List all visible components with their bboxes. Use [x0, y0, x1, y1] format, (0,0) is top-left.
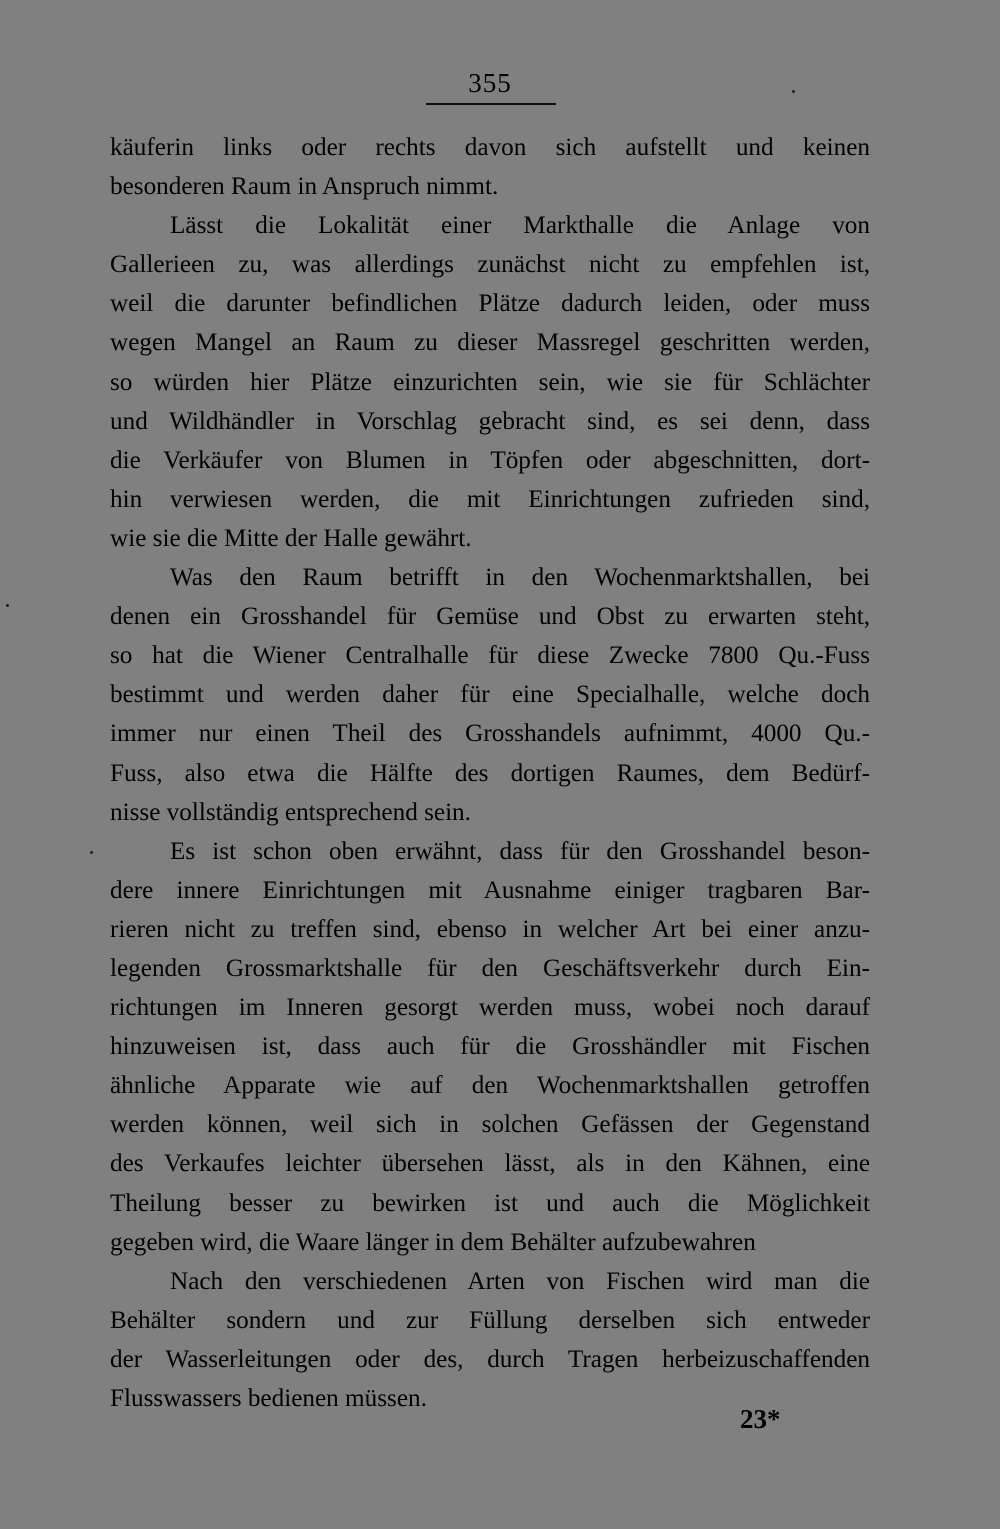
text-line: Behälter sondern und zur Füllung derselben sich entweder: [110, 1306, 870, 1334]
text-line: ähnliche Apparate wie auf den Wochenmarktshallen getroffen: [110, 1072, 870, 1100]
text-line: und Wildhändler in Vorschlag gebracht sind, es sei denn, dass: [110, 407, 870, 435]
text-line: so würden hier Plätze einzurichten sein, wie sie für Schlächter: [110, 368, 870, 396]
text-line: immer nur einen Theil des Grosshandels aufnimmt, 4000 Qu.-: [110, 720, 870, 748]
text-line: weil die darunter befindlichen Plätze dadurch leiden, oder muss: [110, 290, 870, 318]
body-text: [110, 128, 870, 1418]
text-line: bestimmt und werden daher für eine Specialhalle, welche doch: [110, 681, 870, 709]
text-line: der Wasserleitungen oder des, durch Tragen herbeizuschaffenden: [110, 1345, 870, 1373]
text-line: besonderen Raum in Anspruch nimmt.: [110, 173, 499, 201]
text-line: hinzuweisen ist, dass auch für die Grosshändler mit Fischen: [110, 1033, 870, 1061]
text-line: hin verwiesen werden, die mit Einrichtungen zufrieden sind,: [110, 485, 870, 513]
text-line: Flusswassers bedienen müssen.: [110, 1385, 427, 1412]
header-rule: [426, 103, 556, 105]
text-line: Lässt die Lokalität einer Markthalle die Anlage von: [170, 212, 870, 240]
text-line: Fuss, also etwa die Hälfte des dortigen Raumes, dem Bedürf-: [110, 759, 870, 787]
text-line: Theilung besser zu bewirken ist und auch die Möglichkeit: [110, 1189, 870, 1217]
text-line: die Verkäufer von Blumen in Töpfen oder abgeschnitten, dort-: [110, 446, 870, 474]
text-line: des Verkaufes leichter übersehen lässt, als in den Kähnen, eine: [110, 1150, 870, 1178]
scan-speck: [792, 90, 795, 93]
text-line: so hat die Wiener Centralhalle für diese Zwecke 7800 Qu.-Fuss: [110, 642, 870, 670]
text-line: käuferin links oder rechts davon sich aufstellt und keinen: [110, 134, 870, 161]
text-line: Gallerieen zu, was allerdings zunächst nicht zu empfehlen ist,: [110, 251, 870, 279]
text-line: Nach den verschiedenen Arten von Fischen wird man die: [170, 1267, 870, 1295]
text-line: rieren nicht zu treffen sind, ebenso in welcher Art bei einer anzu-: [110, 915, 870, 943]
text-line: richtungen im Inneren gesorgt werden muss, wobei noch darauf: [110, 994, 870, 1022]
text-line: wegen Mangel an Raum zu dieser Massregel geschritten werden,: [110, 329, 870, 357]
text-line: Was den Raum betrifft in den Wochenmarktshallen, bei: [170, 564, 870, 592]
text-line: Es ist schon oben erwähnt, dass für den Grosshandel beson-: [170, 837, 870, 865]
text-line: wie sie die Mitte der Halle gewährt.: [110, 524, 472, 552]
text-line: gegeben wird, die Waare länger in dem Behälter aufzubewahren: [110, 1228, 756, 1256]
text-line: nisse vollständig entsprechend sein.: [110, 798, 471, 826]
text-line: werden können, weil sich in solchen Gefässen der Gegenstand: [110, 1111, 870, 1139]
scan-speck: [6, 604, 9, 607]
text-line: denen ein Grosshandel für Gemüse und Obst zu erwarten steht,: [110, 603, 870, 631]
text-line: dere innere Einrichtungen mit Ausnahme einiger tragbaren Bar-: [110, 876, 870, 904]
text-line: legenden Grossmarktshalle für den Geschäftsverkehr durch Ein-: [110, 954, 870, 982]
scan-speck: [90, 851, 93, 854]
page-number: 355: [468, 68, 512, 98]
signature-mark: 23*: [740, 1404, 781, 1434]
